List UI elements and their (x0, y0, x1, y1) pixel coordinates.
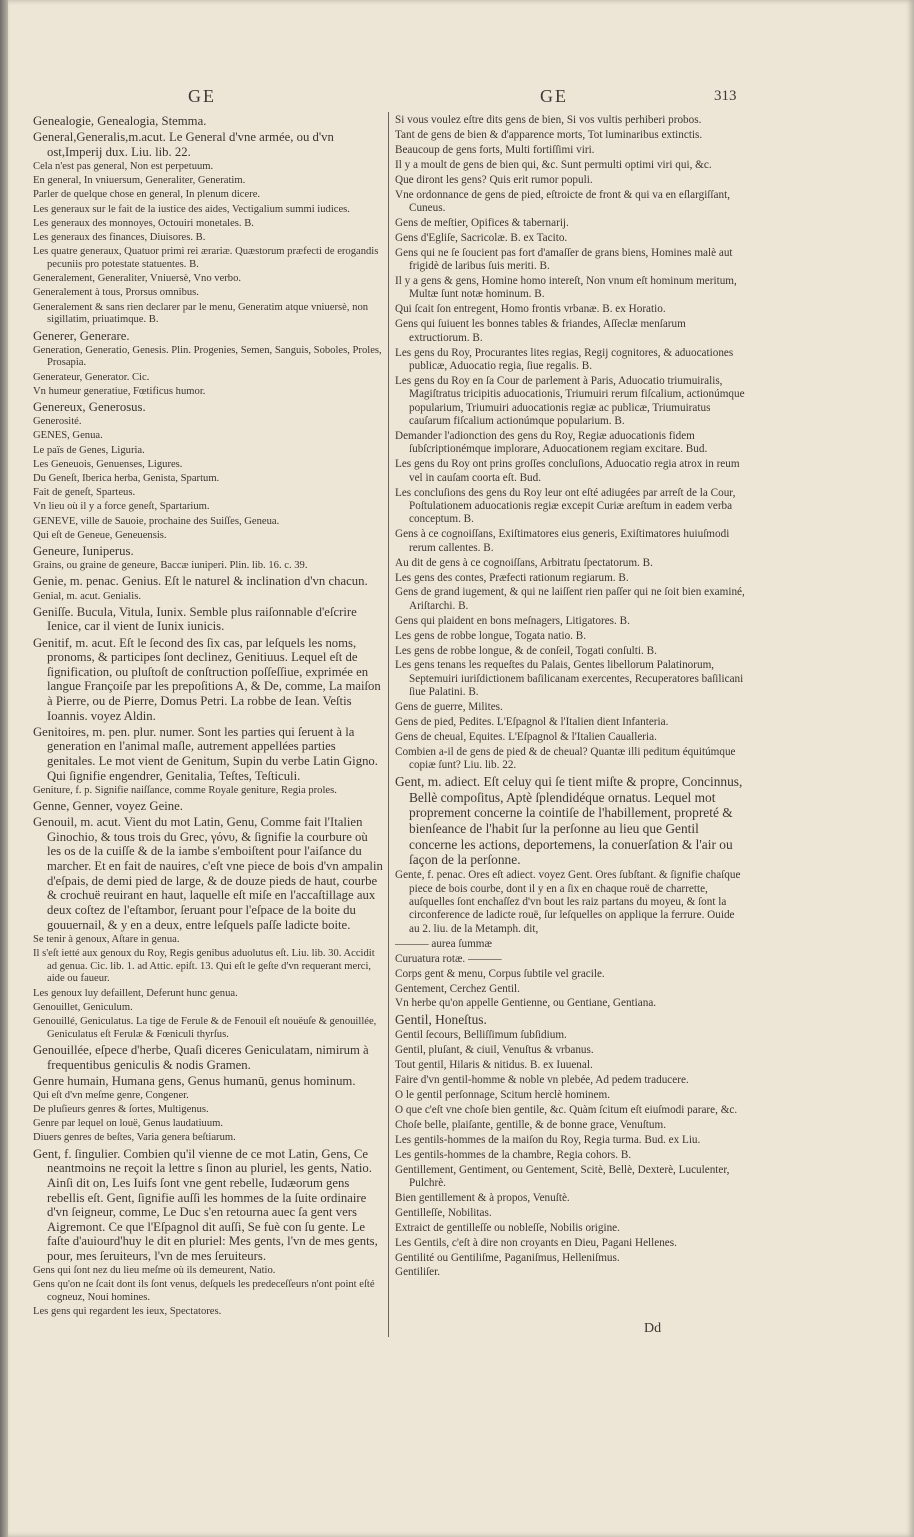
dictionary-entry: General,Generalis,m.acut. Le General d'vne armée, ou d'vn ost,Imperij dux. Liu. lib. 22. (33, 130, 334, 159)
dictionary-entry: Gens qui ne ſe ſoucient pas fort d'amaſſer de grans biens, Homines malè aut frigidè de laribus ſuis meriti. B. (395, 246, 733, 273)
dictionary-entry: Les gens du Roy en ſa Cour de parlement à Paris, Aduocatio triumuiralis, Magiſtratus tricipitis aduocationis, Triumuiri rerum fiſcalium, actionúmque popularium, Triumuiri aduocationis regiæ ac publicæ, Triumuiratus cauſarum fiſcalium actionúmque popularium. B. (395, 374, 745, 428)
dictionary-entry: Bien gentillement & à propos, Venuſtè. (395, 1191, 570, 1204)
dictionary-entry: Genre par lequel on louë, Genus laudatiuum. (33, 1118, 224, 1130)
dictionary-entry: Combien a-il de gens de pied & de cheual? Quantæ illi peditum équitúmque copiæ ſunt? Liu. lib. 22. (395, 745, 736, 772)
dictionary-entry: Generalement & sans rien declarer par le menu, Generatim atque vniuersè, non sigillatim, priuatimque. B. (33, 301, 369, 326)
dictionary-entry: Gens de grand iugement, & qui ne laiſſent rien paſſer qui ne ſoit bien examiné, Ariſtarchi. B. (395, 586, 745, 612)
dictionary-entry: Geniſſe. Bucula, Vitula, Iunix. Semble plus raiſonnable d'eſcrire Ienice, car il vient de Iunix iunicis. (33, 604, 357, 634)
dictionary-entry: Gens d'Egliſe, Sacricolæ. B. ex Tacito. (395, 231, 568, 244)
dictionary-entry: GENES, Genua. (33, 430, 103, 442)
dictionary-entry: Gens de meſtier, Opifices & tabernarij. (395, 216, 569, 229)
page-edge (0, 0, 8, 1537)
dictionary-entry: Grains, ou graine de geneure, Baccæ iuniperi. Plin. lib. 16. c. 39. (33, 560, 308, 572)
dictionary-entry: Les genoux luy defaillent, Deferunt hunc genua. (33, 987, 238, 999)
dictionary-entry: Generateur, Generator. Cic. (33, 371, 150, 383)
dictionary-entry: Genne, Genner, voyez Geine. (33, 799, 183, 813)
dictionary-entry: Vne ordonnance de gens de pied, eſtroicte de front & qui va en eſlargiſſant, Cuneus. (395, 188, 730, 214)
dictionary-entry: Genouillée, eſpece d'herbe, Quaſi diceres Geniculatam, nimirum à frequentibus geniculis & nodis Gramen. (33, 1042, 369, 1072)
dictionary-entry: Diuers genres de beſtes, Varia genera beſtiarum. (33, 1132, 236, 1144)
dictionary-entry: En general, In vniuersum, Generaliter, Generatim. (33, 175, 246, 187)
dictionary-entry: Gens de cheual, Equites. L'Eſpagnol & l'Italien Caualleria. (395, 730, 657, 743)
dictionary-entry: Gentil ſecours, Belliſſimum ſubſidium. (395, 1029, 567, 1042)
dictionary-entry: Tant de gens de bien & d'apparence morts, Tot luminaribus extinctis. (395, 128, 703, 141)
dictionary-entry: Gente, f. penac. Ores eſt adiect. voyez Gent. Ores ſubſtant. & ſignifie chaſque piece de bois courbe, dont il y en a ſix en chaque rouë de charrette, auſquelles ſont enchaſſez d'vn bout les raiz partans du moyeu, & ſont la circonference de ladicte rouë, ſur leſquelles on applique la ferrure. Ouide au 2. liu. de la Metamph. dit, (395, 869, 741, 935)
dictionary-entry: Generation, Generatio, Genesis. Plin. Progenies, Semen, Sanguis, Soboles, Proles, Prosapia. (33, 344, 382, 369)
dictionary-entry: Genouillet, Geniculum. (33, 1001, 133, 1013)
dictionary-entry: Si vous voulez eſtre dits gens de bien, Si vos vultis perhiberi probos. (395, 114, 702, 126)
dictionary-entry: Genouillé, Geniculatus. La tige de Ferule & de Fenouil eſt nouëuſe & genouillée, Geniculatus eſt Ferulæ & Fœniculi thyrſus. (33, 1015, 377, 1040)
dictionary-entry: Genial, m. acut. Genialis. (33, 590, 141, 602)
dictionary-entry: Generer, Generare. (33, 328, 130, 343)
dictionary-entry: Qui eſt d'vn meſme genre, Congener. (33, 1089, 189, 1101)
dictionary-entry: Faire d'vn gentil-homme & noble vn plebée, Ad pedem traducere. (395, 1074, 689, 1087)
dictionary-entry: Genealogie, Genealogia, Stemma. (33, 114, 207, 128)
dictionary-entry: Extraict de gentilleſſe ou nobleſſe, Nobilis origine. (395, 1221, 620, 1234)
dictionary-entry: Les generaux des monnoyes, Octouiri monetales. B. (33, 217, 254, 229)
dictionary-entry: Vn lieu où il y a force geneſt, Spartarium. (33, 501, 210, 513)
dictionary-entry: Gentil, pluſant, & ciuil, Venuſtus & vrbanus. (395, 1044, 594, 1057)
dictionary-entry: Tout gentil, Hilaris & nitidus. B. ex Iuuenal. (395, 1059, 593, 1072)
dictionary-entry: Vn herbe qu'on appelle Gentienne, ou Gentiane, Gentiana. (395, 997, 657, 1010)
dictionary-entry: Gens qui plaident en bons meſnagers, Litigatores. B. (395, 614, 630, 627)
dictionary-entry: Au dit de gens à ce cognoiſſans, Arbitratu ſpectatorum. B. (395, 556, 653, 569)
dictionary-entry: Les Geneuois, Genuenses, Ligures. (33, 458, 183, 470)
dictionary-entry: Gens qu'on ne ſcait dont ils ſont venus, deſquels les predeceſſeurs n'ont point eſté cogneuz, Noui homines. (33, 1279, 375, 1304)
dictionary-entry: Qui ſcait ſon entregent, Homo frontis vrbanæ. B. ex Horatio. (395, 303, 666, 316)
dictionary-entry: Gent, f. ſingulier. Combien qu'il vienne de ce mot Latin, Gens, Ce neantmoins ne reçoit la lettre s ſinon au pluriel, les gents, Natio. Ainſi dit on, Les Iuifs ſont vne gent rebelle, Iudæorum gens rebellis eſt. Gent, ſignifie auſſi les hommes de la ſuite ordinaire d'vn ſeigneur, comme, Le Duc s'en retourna auec ſa gent vers Aigremont. Ce que l'Eſpagnol dit auſſi, Se fuè con ſu gente. Le faſte d'auiourd'huy le dit en pluriel: Mes gents, l'vn de mes gents, pour, mes ſeruiteurs, l'vn de mes ſeruiteurs. (33, 1146, 378, 1263)
dictionary-entry: Fait de geneſt, Sparteus. (33, 487, 136, 499)
dictionary-entry: Cela n'est pas general, Non est perpetuum. (33, 160, 214, 172)
dictionary-entry: Que diront les gens? Quis erit rumor populi. (395, 173, 593, 186)
dictionary-entry: Gentillement, Gentiment, ou Gentement, Scitè, Bellè, Dexterè, Luculenter, Pulchrè. (395, 1163, 730, 1189)
dictionary-entry: Genre humain, Humana gens, Genus humanū, genus hominum. (33, 1073, 356, 1088)
dictionary-entry: Les generaux sur le fait de la iustice des aides, Vectigalium summi iudices. (33, 203, 350, 215)
dictionary-entry: Les Gentils, c'eſt à dire non croyants en Dieu, Pagani Hellenes. (395, 1236, 677, 1249)
dictionary-entry: Geniture, f. p. Signifie naiſſance, comme Royale geniture, Regia proles. (33, 784, 337, 796)
dictionary-entry: Gens de guerre, Milites. (395, 701, 503, 714)
dictionary-entry: Les gens de robbe longue, & de conſeil, Togati conſulti. B. (395, 644, 657, 657)
dictionary-entry: Generalement, Generaliter, Vniuersè, Vno verbo. (33, 273, 242, 285)
left-column (33, 114, 385, 1321)
page-number: 313 (714, 88, 737, 104)
dictionary-entry: Curuatura rotæ. ——— (395, 952, 502, 965)
dictionary-entry: Parler de quelque chose en general, In plenum dicere. (33, 189, 261, 201)
dictionary-entry: Les gens du Roy, Procurantes lites regias, Regij cognitores, & aduocationes publicæ, Aduocatio regia, ſiue regalis. B. (395, 346, 734, 372)
dictionary-entry: Gentil, Honeſtus. (395, 1012, 487, 1028)
dictionary-entry: Gentiliſer. (395, 1266, 441, 1279)
dictionary-entry: Les gens qui regardent les ieux, Spectatores. (33, 1306, 222, 1318)
dictionary-entry: Corps gent & menu, Corpus ſubtile vel gracile. (395, 967, 605, 980)
dictionary-entry: ——— aurea ſummæ (395, 937, 492, 950)
dictionary-entry: Gens à ce cognoiſſans, Exiſtimatores eius generis, Exiſtimatores huiuſmodi rerum callentes. B. (395, 528, 730, 554)
dictionary-entry: Genitif, m. acut. Eſt le ſecond des ſix cas, par leſquels les noms, pronoms, & participes ſont declinez, Genitiuus. Lequel eſt de ſignification, ou pluſtoſt de conſtruction poſſeſſiue, exprimée en langue Françoiſe par les prepoſitions A, & De, comme, La maiſon à Pierre, ou de Pierre, Domus Petri. La robbe de Iean. Veſtis Ioannis. voyez Aldin. (33, 635, 381, 723)
dictionary-entry: Du Geneſt, Iberica herba, Genista, Spartum. (33, 473, 220, 484)
dictionary-entry: Les quatre generaux, Quatuor primi rei ærariæ. Quæstorum præfecti de erogandis pecuniis pro potestate statuentes. B. (33, 246, 379, 270)
dictionary-entry: Les generaux des finances, Diuisores. B. (33, 231, 206, 243)
dictionary-entry: Genie, m. penac. Genius. Eſt le naturel & inclination d'vn chacun. (33, 574, 368, 589)
dictionary-entry: Il y a moult de gens de bien qui, &c. Sunt permulti optimi viri qui, &c. (395, 158, 712, 171)
dictionary-entry: GENEVE, ville de Sauoie, prochaine des Suiſſes, Geneua. (33, 515, 280, 527)
catchword: Dd (644, 1321, 662, 1336)
dictionary-entry: Generosité. (33, 416, 82, 428)
dictionary-entry: Generalement à tous, Prorsus omnibus. (33, 287, 199, 299)
dictionary-entry: Les gens des contes, Præfecti rationum regiarum. B. (395, 571, 629, 584)
dictionary-entry: Demander l'adionction des gens du Roy, Regiæ aduocationis fidem ſubſcriptionémque implorare, Aduocationem regiam excitare. Bud. (395, 429, 708, 456)
dictionary-entry: Les gentils-hommes de la chambre, Regia cohors. B. (395, 1148, 632, 1161)
dictionary-entry: Genouil, m. acut. Vient du mot Latin, Genu, Comme fait l'Italien Ginochio, & tous trois du Grec, γόνυ, & ſignifie la courbure où les os de la cuiſſe & de la iambe s'emboiſtent pour l'aiſance du marcher. Et en fait de nauires, c'eſt vne piece de bois d'vn ampalin d'eſpais, de demi pied de large, & de douze pieds de haut, courbe & crochuë reuirant en haut, laquelle eſt miſe en l'accaſtillage aux deux coſtez de l'eſtambor, ſeruant pour l'eſpace de la boite du gouuernail, & y en a deux, entre leſquels paſſe ladicte boite. (33, 815, 383, 932)
dictionary-entry: Genitoires, m. pen. plur. numer. Sont les parties qui ſeruent à la generation en l'animal maſle, autrement appellées parties genitales. Le mot vient de Genitum, Supin du verbe Latin Gigno. Qui ſignifie engendrer, Genitalia, Teſtes, Teſticuli. (33, 724, 378, 783)
dictionary-entry: Qui eſt de Geneue, Geneuensis. (33, 529, 167, 541)
dictionary-entry: Les concluſions des gens du Roy leur ont eſté adiugées par arreſt de la Cour, Poſtulationem aduocationis regiæ excepit Curiæ areſtum in eadem verba conceptum. B. (395, 486, 736, 526)
dictionary-entry: Genereux, Generosus. (33, 400, 146, 414)
dictionary-entry: Beaucoup de gens forts, Multi fortiſſimi viri. (395, 143, 595, 156)
dictionary-entry: Le païs de Genes, Liguria. (33, 444, 145, 456)
dictionary-page (8, 0, 914, 1537)
column-rule (388, 112, 389, 1337)
dictionary-entry: Gens qui ſuiuent les bonnes tables & friandes, Aſſeclæ menſarum extructiorum. B. (395, 318, 686, 344)
right-column (395, 114, 747, 1281)
dictionary-entry: Se tenir à genoux, Aſtare in genua. (33, 933, 180, 945)
dictionary-entry: Gens qui ſont nez du lieu meſme où ils demeurent, Natio. (33, 1265, 276, 1277)
dictionary-entry: Gent, m. adiect. Eſt celuy qui ſe tient miſte & propre, Concinnus, Bellè compoſitus, Aptè ſplendidéque ornatus. Lequel mot proprement concerne la cointiſe de l'habillement, propreté & bienſeance de l'habit ſur la perſonne au lieu que Gentil concerne les actions, deportemens, la conuerſation & l'air ou ſaçon de la perſonne. (395, 774, 743, 868)
dictionary-entry: Choſe belle, plaiſante, gentille, & de bonne grace, Venuſtum. (395, 1118, 667, 1131)
dictionary-entry: Gens de pied, Pedites. L'Eſpagnol & l'Italien dient Infanteria. (395, 716, 669, 729)
dictionary-entry: O le gentil perſonnage, Scitum herclè hominem. (395, 1089, 610, 1102)
dictionary-entry: Geneure, Iuniperus. (33, 544, 134, 559)
dictionary-entry: Il s'eſt ietté aux genoux du Roy, Regis genibus aduolutus eſt. Liu. lib. 30. Accidit ad genua. Cic. lib. 1. ad Attic. epiſt. 13. Qui eſt le geſte d'vn requerant merci, aide ou faueur. (33, 947, 375, 985)
dictionary-entry: Les gens tenans les requeſtes du Palais, Gentes libellorum Palatinorum, Septemuiri iuriſdictionem baſilicanam exercentes, Recuperatores baſilicani ſiue Palatini. B. (395, 659, 744, 699)
running-head-right: GE (540, 86, 568, 106)
dictionary-entry: Gentilleſſe, Nobilitas. (395, 1206, 492, 1219)
dictionary-entry: Les gentils-hommes de la maiſon du Roy, Regia turma. Bud. ex Liu. (395, 1133, 701, 1146)
dictionary-entry: Gentement, Cerchez Gentil. (395, 982, 520, 995)
running-head-left: GE (188, 86, 216, 106)
dictionary-entry: O que c'eſt vne choſe bien gentile, &c. Quàm ſcitum eſt eiuſmodi parare, &c. (395, 1103, 738, 1116)
dictionary-entry: De pluſieurs genres & ſortes, Multigenus. (33, 1103, 209, 1115)
dictionary-entry: Il y a gens & gens, Homine homo intereſt, Non vnum eſt hominum meritum, Multæ ſunt notæ hominum. B. (395, 274, 737, 301)
dictionary-entry: Vn humeur generatiue, Fœtificus humor. (33, 385, 206, 397)
dictionary-entry: Les gens du Roy ont prins groſſes concluſions, Aduocatio regia atrox in reum vel in cauſam coorta eſt. Bud. (395, 458, 740, 484)
dictionary-entry: Les gens de robbe longue, Togata natio. B. (395, 629, 587, 642)
dictionary-entry: Gentilité ou Gentiliſme, Paganiſmus, Helleniſmus. (395, 1251, 620, 1264)
